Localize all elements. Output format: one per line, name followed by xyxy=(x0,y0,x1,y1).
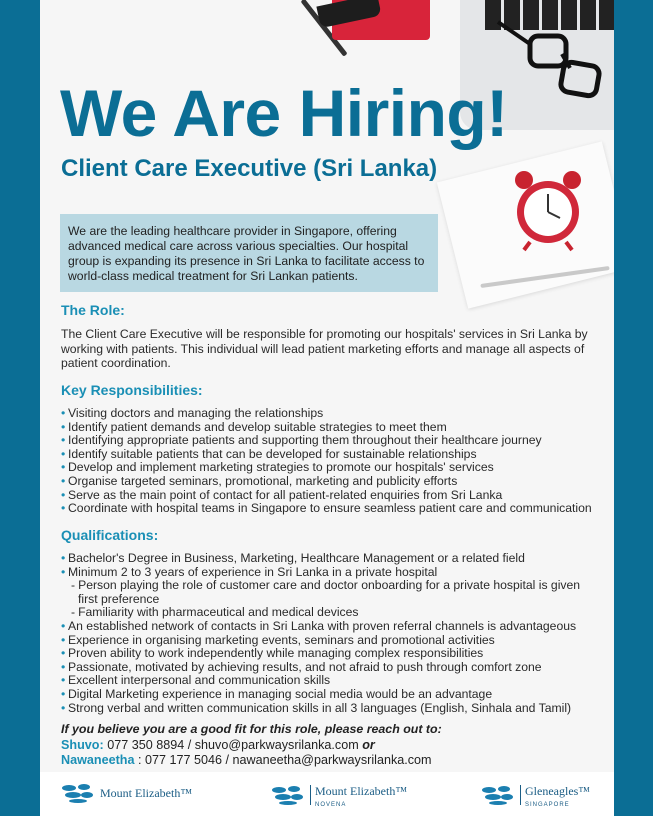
contact-separator: / xyxy=(225,753,230,767)
hospital-logo-icon xyxy=(270,784,306,806)
logo-divider xyxy=(310,785,311,805)
list-item: • Proven ability to work independently while managing complex responsibilities xyxy=(61,647,606,661)
contact-name: Nawaneetha xyxy=(61,753,135,767)
sub-list-item: - Familiarity with pharmaceutical and medical devices xyxy=(71,605,359,620)
logo-divider xyxy=(520,785,521,805)
list-item: • Identify patient demands and develop suitable strategies to meet them xyxy=(61,421,606,435)
list-item: • Visiting doctors and managing the relationships xyxy=(61,407,606,421)
logo-subtitle: NOVENA xyxy=(315,802,347,808)
contact-nawaneetha xyxy=(61,753,432,767)
contact-phone[interactable]: : 077 177 5046 xyxy=(138,753,223,767)
logo-name: Mount Elizabeth™ xyxy=(315,784,408,798)
list-item: • Bachelor's Degree in Business, Marketing, Healthcare Management or a related field xyxy=(61,552,606,566)
list-item: • An established network of contacts in Sri Lanka with proven referral channels is advantageous xyxy=(61,620,606,634)
list-item: • Serve as the main point of contact for all patient-related enquiries from Sri Lanka xyxy=(61,489,606,503)
hospital-logo-icon xyxy=(480,784,516,806)
alarm-clock-icon xyxy=(510,168,586,252)
contact-email[interactable]: nawaneetha@parkwaysrilanka.com xyxy=(232,753,432,767)
logo-subtitle: SINGAPORE xyxy=(525,802,570,808)
list-item: • Minimum 2 to 3 years of experience in Sri Lanka in a private hospital xyxy=(61,566,606,580)
sub-list-item: - Person playing the role of customer care and doctor onboarding for a private hospital is given xyxy=(71,578,581,593)
call-to-action: If you believe you are a good fit for this role, please reach out to: xyxy=(61,722,442,736)
contact-shuvo xyxy=(61,738,375,752)
logo-name: Mount Elizabeth™ xyxy=(100,786,193,800)
contact-phone[interactable]: 077 350 8894 xyxy=(107,738,185,752)
role-heading: The Role: xyxy=(61,302,125,318)
list-item: • Coordinate with hospital teams in Singapore to ensure seamless patient care and communication xyxy=(61,502,606,516)
sub-list-item-continued: first preference xyxy=(78,591,160,606)
contact-or: or xyxy=(362,738,375,752)
logo-gleneagles xyxy=(480,782,590,808)
contact-email[interactable]: shuvo@parkwaysrilanka.com xyxy=(194,738,359,752)
job-title: Client Care Executive (Sri Lanka) xyxy=(61,155,438,182)
contact-name: Shuvo: xyxy=(61,738,104,752)
responsibilities-heading: Key Responsibilities: xyxy=(61,382,203,398)
eyeglasses-icon xyxy=(490,18,610,108)
qualifications-heading: Qualifications: xyxy=(61,527,159,543)
intro-box: We are the leading healthcare provider in Singapore, offering advanced medical care across various specialties. Our hospital group is expanding its presence in Sri Lanka to facilitate access to world-class medical treatment for Sri Lankan patients. xyxy=(60,214,438,292)
qualifications-list xyxy=(61,552,606,715)
list-item: • Develop and implement marketing strategies to promote our hospitals' services xyxy=(61,461,606,475)
list-item: • Excellent interpersonal and communication skills xyxy=(61,674,606,688)
list-item: • Identify suitable patients that can be developed for sustainable relationships xyxy=(61,448,606,462)
list-item: • Passionate, motivated by achieving results, and not afraid to push through comfort zone xyxy=(61,661,606,675)
contact-separator: / xyxy=(187,738,192,752)
page-title: We Are Hiring! xyxy=(60,76,508,150)
list-item: • Identifying appropriate patients and supporting them throughout their healthcare journey xyxy=(61,434,606,448)
list-item: • Digital Marketing experience in managing social media would be an advantage xyxy=(61,688,606,702)
role-description: The Client Care Executive will be responsible for promoting our hospitals' services in Sri Lanka by working with patients. This individual will lead patient marketing efforts and manage all aspects of patient coordination. xyxy=(61,327,588,370)
list-item: • Organise targeted seminars, promotional, marketing and publicity efforts xyxy=(61,475,606,489)
list-item: • Strong verbal and written communication skills in all 3 languages (English, Sinhala and Tamil) xyxy=(61,702,606,716)
hospital-logo-icon xyxy=(60,782,96,804)
logo-bar xyxy=(40,772,614,816)
logo-name: Gleneagles™ xyxy=(525,784,591,798)
responsibilities-list xyxy=(61,407,606,516)
list-item: • Experience in organising marketing events, seminars and promotional activities xyxy=(61,634,606,648)
logo-mount-elizabeth-novena xyxy=(270,782,407,808)
logo-mount-elizabeth xyxy=(60,782,192,804)
sub-item-text: Familiarity with pharmaceutical and medical devices xyxy=(78,605,359,620)
job-poster xyxy=(40,0,614,816)
sub-item-text: Person playing the role of customer care and doctor onboarding for a private hospital is given xyxy=(78,578,581,593)
